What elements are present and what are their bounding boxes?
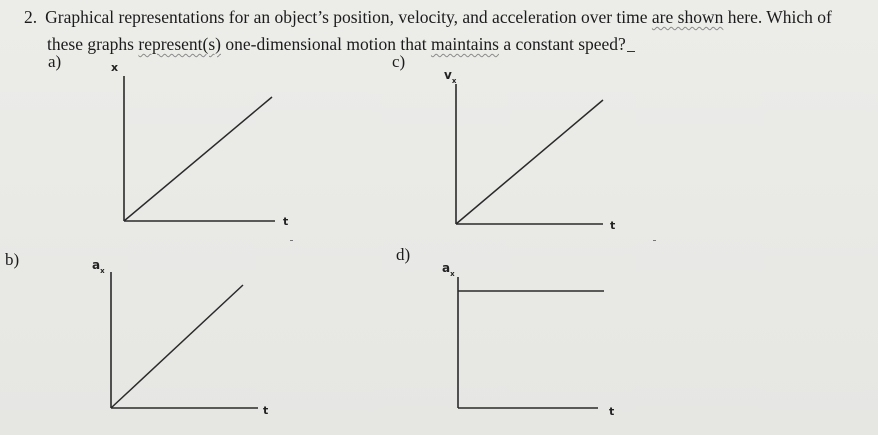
question-line-2: these graphs represent(s) one-dimensional motion that maintains a constant speed? bbox=[24, 31, 869, 58]
question-line-1: 2. Graphical representations for an object’s position, velocity, and acceleration over time are shown here. Which of bbox=[24, 7, 832, 27]
graph-line bbox=[124, 97, 272, 221]
option-c-graph bbox=[438, 64, 638, 239]
y-axis-label: $a_x$ bbox=[442, 261, 455, 278]
option-c-label: c) bbox=[392, 52, 406, 71]
y-axis-label: x bbox=[111, 61, 119, 74]
option-a-graph bbox=[100, 58, 300, 238]
graph-line bbox=[456, 100, 603, 224]
x-axis-label: t bbox=[283, 215, 289, 228]
option-d-label: d) bbox=[396, 245, 411, 264]
option-a-label: a) bbox=[48, 52, 62, 71]
graph-line bbox=[111, 285, 243, 408]
y-axis-label: $a_x$ bbox=[92, 258, 105, 275]
y-axis-label: $v_x$ bbox=[444, 68, 457, 85]
question-text bbox=[24, 4, 869, 58]
option-b-graph bbox=[86, 258, 286, 423]
x-axis-label: t bbox=[610, 219, 616, 232]
option-b-label: b) bbox=[5, 250, 20, 269]
option-d-graph bbox=[436, 260, 636, 425]
x-axis-label: t bbox=[263, 404, 269, 417]
scan-speck bbox=[290, 240, 293, 241]
x-axis-label: t bbox=[609, 405, 615, 418]
question-number: 2. bbox=[24, 7, 38, 27]
scan-speck bbox=[653, 240, 656, 241]
